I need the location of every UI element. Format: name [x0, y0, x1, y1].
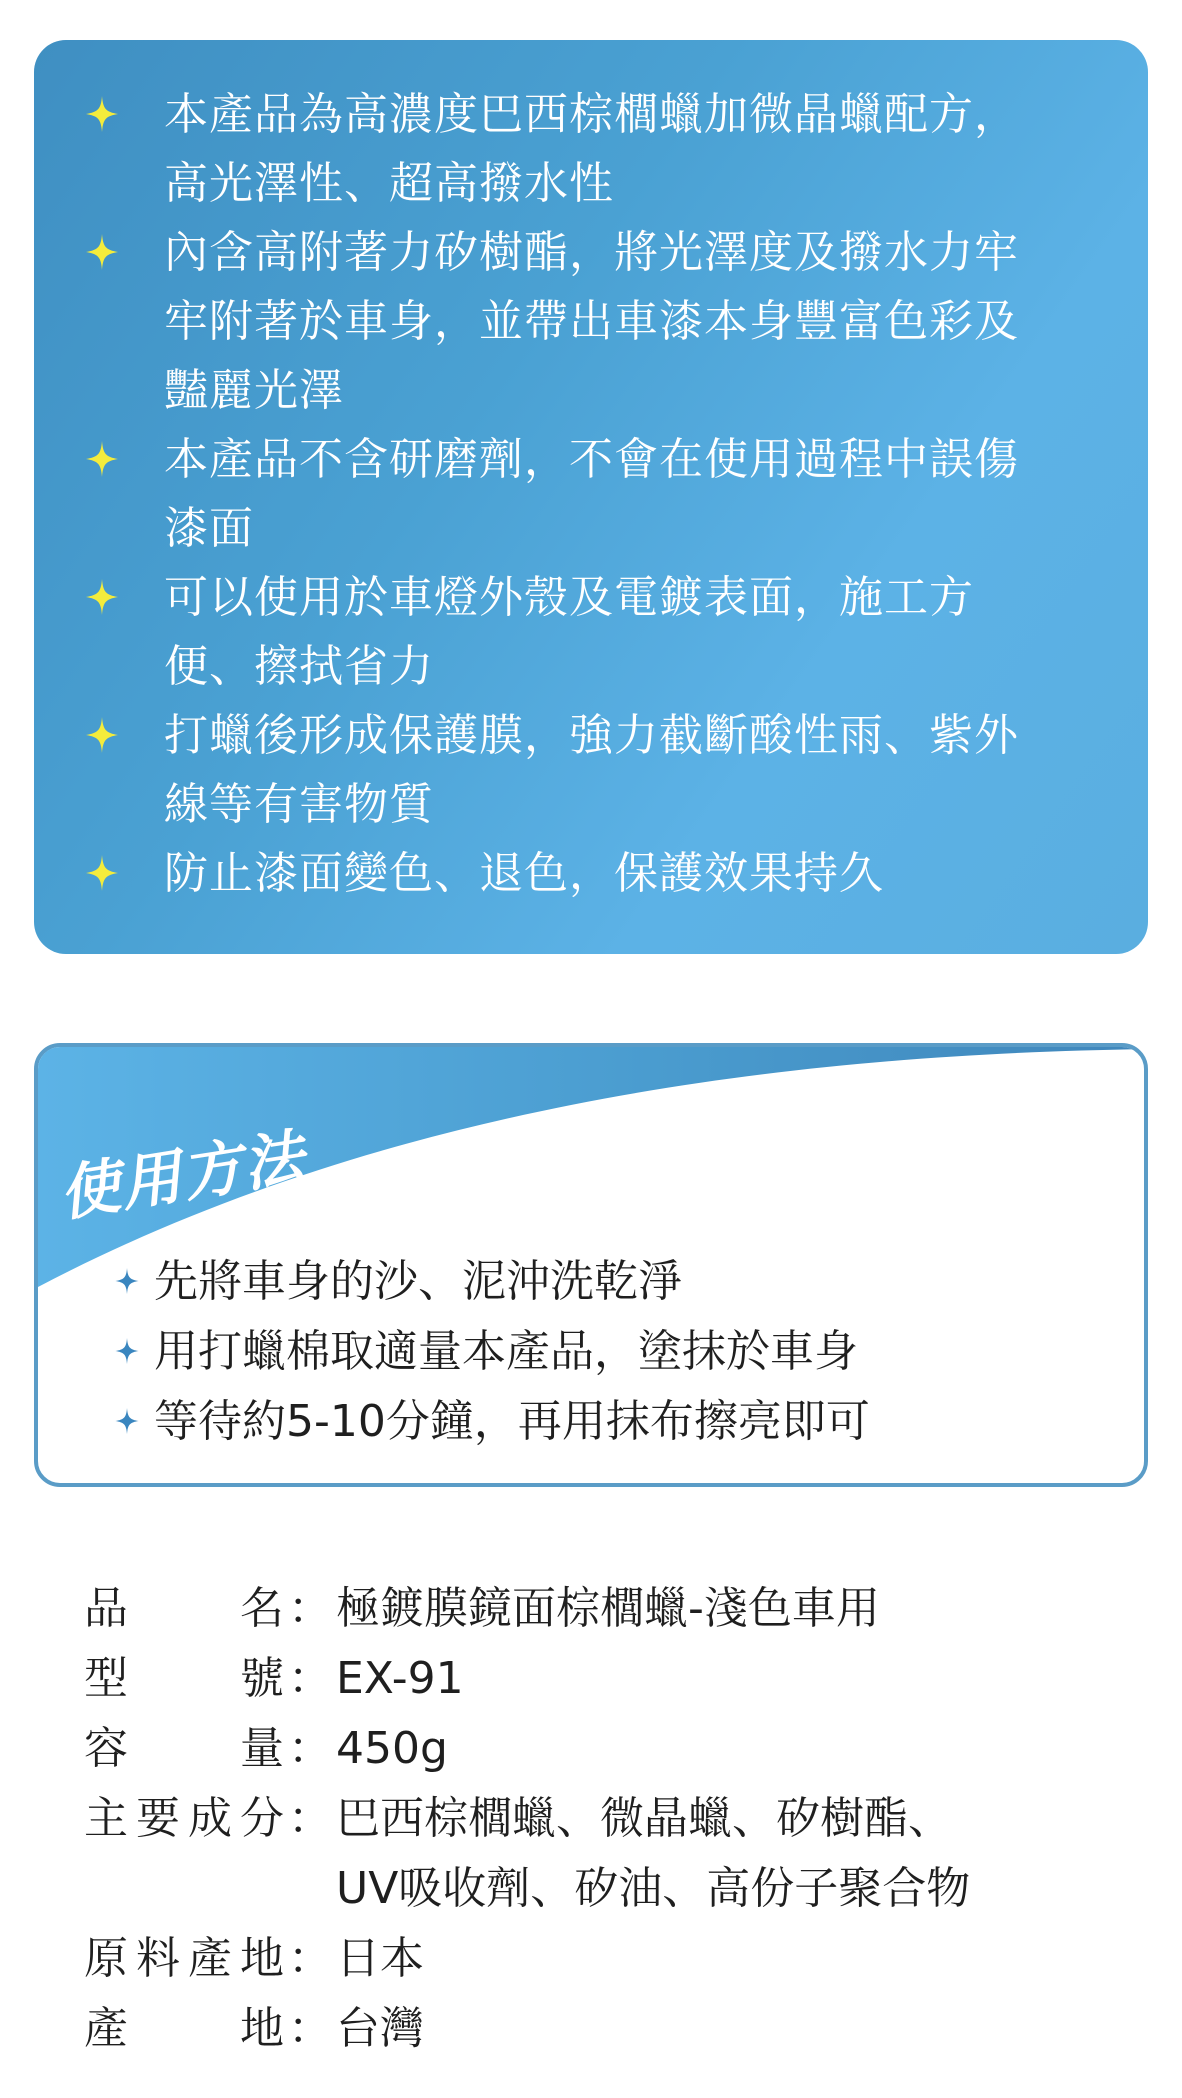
- spec-label: [84, 1924, 284, 1994]
- feature-line: 線等有害物質: [164, 779, 434, 830]
- features-list: [84, 80, 1134, 908]
- sparkle-star-icon: [84, 853, 120, 893]
- spec-value-line: 450g: [336, 1723, 448, 1774]
- feature-line: 便、擦拭省力: [164, 641, 434, 692]
- spec-value: [336, 1644, 1124, 1714]
- spec-value: [336, 1924, 1124, 1994]
- usage-steps: [114, 1247, 1094, 1457]
- spec-label-char: 主: [84, 1793, 128, 1844]
- feature-item: [84, 839, 1134, 908]
- usage-step: [114, 1247, 1094, 1317]
- spec-label: [84, 1784, 284, 1924]
- spec-row-product-name: [84, 1574, 1124, 1644]
- spec-label-char: 成: [188, 1793, 232, 1844]
- sparkle-star-icon: [84, 94, 120, 134]
- feature-item: [84, 701, 1134, 839]
- usage-step: [114, 1317, 1094, 1387]
- sparkle-star-icon: [84, 439, 120, 479]
- spec-label: [84, 1994, 284, 2064]
- spec-row-volume: [84, 1714, 1124, 1784]
- spec-label-char: 型: [84, 1653, 128, 1704]
- feature-line: 本產品不含研磨劑，不會在使用過程中誤傷: [164, 434, 1019, 485]
- spec-value-line: 極鍍膜鏡面棕櫚蠟-淺色車用: [336, 1583, 880, 1634]
- spec-label-char: 產: [84, 2003, 128, 2054]
- spec-colon: ：: [288, 1933, 332, 1984]
- spec-label-char: 要: [136, 1793, 180, 1844]
- sparkle-star-icon: [114, 1266, 140, 1296]
- usage-panel: [34, 1043, 1148, 1487]
- spec-label-char: 品: [84, 1583, 128, 1634]
- spec-colon: ：: [288, 1653, 332, 1704]
- feature-line: 內含高附著力矽樹酯，將光澤度及撥水力牢: [164, 227, 1019, 278]
- feature-line: 豔麗光澤: [164, 365, 344, 416]
- spec-row-model: [84, 1644, 1124, 1714]
- usage-step: [114, 1387, 1094, 1457]
- spec-label-char: 量: [240, 1723, 284, 1774]
- feature-line: 本產品為高濃度巴西棕櫚蠟加微晶蠟配方，: [164, 89, 1019, 140]
- spec-label-char: 分: [240, 1793, 284, 1844]
- usage-step-text: 用打蠟棉取適量本產品，塗抹於車身: [154, 1326, 858, 1377]
- usage-step-text: 等待約5-10分鐘，再用抹布擦亮即可: [154, 1396, 870, 1447]
- spec-row-origin: [84, 1994, 1124, 2064]
- spec-label-char: 地: [240, 2003, 284, 2054]
- spec-value: [336, 1994, 1124, 2064]
- sparkle-star-icon: [114, 1406, 140, 1436]
- feature-line: 漆面: [164, 503, 254, 554]
- spec-label-char: 號: [240, 1653, 284, 1704]
- spec-label-char: 容: [84, 1723, 128, 1774]
- features-panel: [34, 40, 1148, 954]
- feature-line: 可以使用於車燈外殼及電鍍表面，施工方: [164, 572, 974, 623]
- spec-row-material-origin: [84, 1924, 1124, 1994]
- feature-line: 打蠟後形成保護膜，強力截斷酸性雨、紫外: [164, 710, 1019, 761]
- feature-item: [84, 425, 1134, 563]
- feature-item: [84, 80, 1134, 218]
- usage-title: 使用方法: [54, 1122, 311, 1231]
- spec-colon: ：: [288, 1723, 332, 1774]
- sparkle-star-icon: [84, 715, 120, 755]
- spec-value: [336, 1574, 1124, 1644]
- feature-line: 牢附著於車身，並帶出車漆本身豐富色彩及: [164, 296, 1019, 347]
- spec-label-char: 名: [240, 1583, 284, 1634]
- spec-label: [84, 1644, 284, 1714]
- spec-label: [84, 1574, 284, 1644]
- spec-table: [84, 1574, 1124, 2064]
- sparkle-star-icon: [114, 1336, 140, 1366]
- feature-line: 防止漆面變色、退色，保護效果持久: [164, 848, 884, 899]
- spec-colon: ：: [288, 2003, 332, 2054]
- spec-label-char: 原: [84, 1933, 128, 1984]
- feature-item: [84, 218, 1134, 425]
- spec-colon: ：: [288, 1793, 332, 1844]
- spec-label-char: 地: [240, 1933, 284, 1984]
- spec-label-char: 料: [136, 1933, 180, 1984]
- spec-label-char: 產: [188, 1933, 232, 1984]
- sparkle-star-icon: [84, 577, 120, 617]
- spec-value: [336, 1784, 1124, 1924]
- spec-value-line: UV吸收劑、矽油、高份子聚合物: [336, 1863, 971, 1914]
- feature-item: [84, 563, 1134, 701]
- spec-label: [84, 1714, 284, 1784]
- spec-value-line: EX-91: [336, 1653, 464, 1704]
- spec-value-line: 日本: [336, 1933, 424, 1984]
- usage-step-text: 先將車身的沙、泥沖洗乾淨: [154, 1256, 682, 1307]
- sparkle-star-icon: [84, 232, 120, 272]
- spec-value-line: 巴西棕櫚蠟、微晶蠟、矽樹酯、: [336, 1793, 952, 1844]
- spec-row-ingredients: [84, 1784, 1124, 1924]
- spec-value-line: 台灣: [336, 2003, 424, 2054]
- feature-line: 高光澤性、超高撥水性: [164, 158, 614, 209]
- spec-colon: ：: [288, 1583, 332, 1634]
- spec-value: [336, 1714, 1124, 1784]
